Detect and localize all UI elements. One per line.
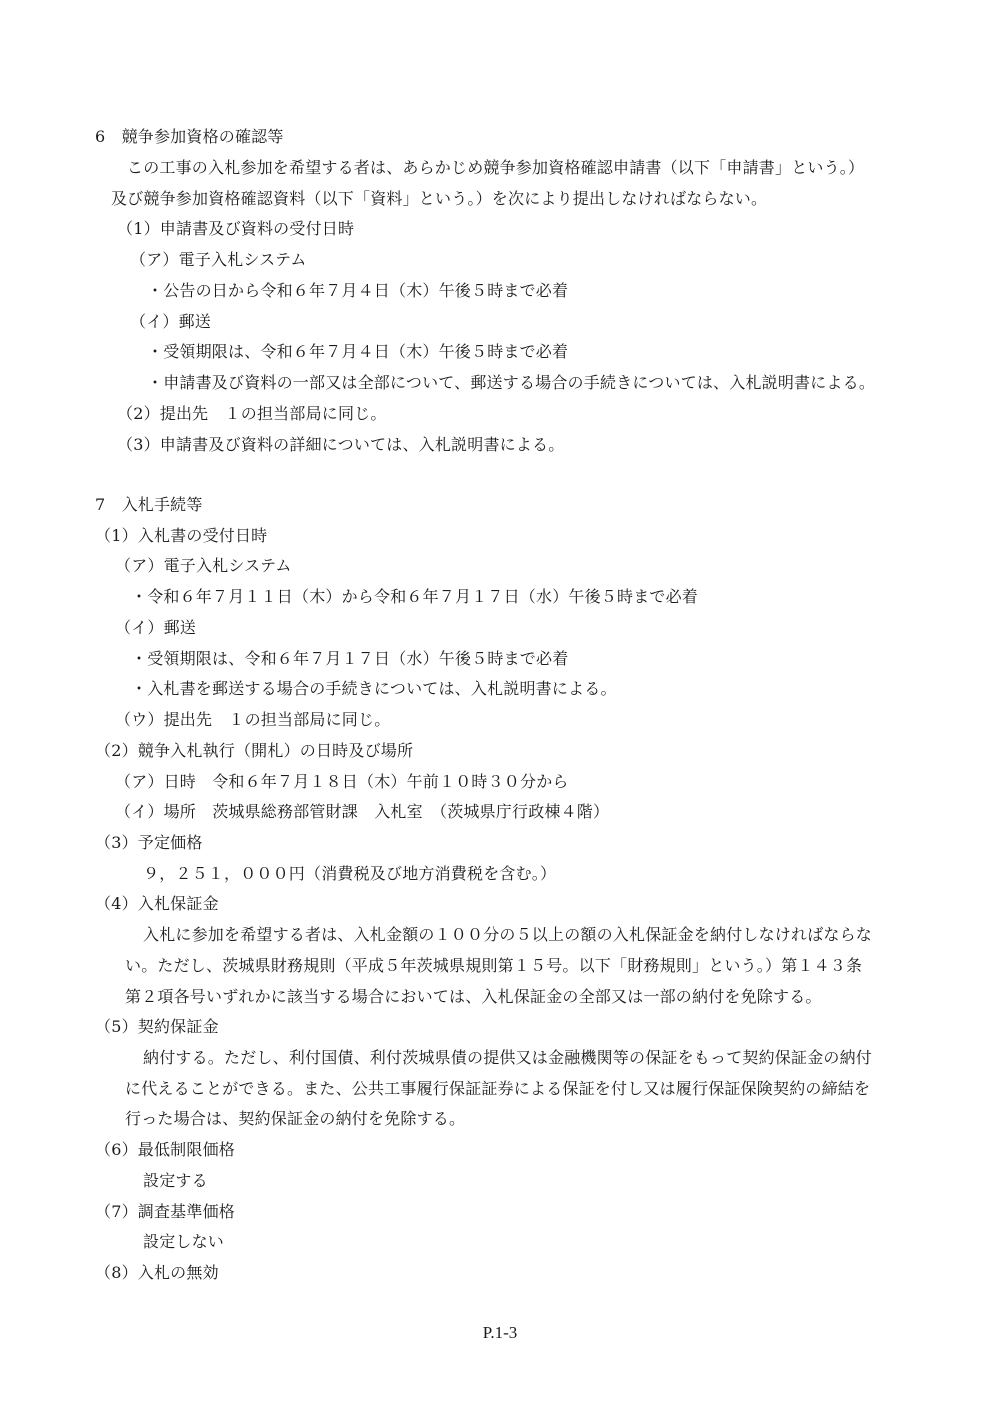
page-number: P.1-3	[482, 1323, 518, 1342]
section-7-item-2-a: （ア）日時 令和６年７月１８日（木）午前１０時３０分から	[115, 772, 569, 791]
section-7-item-1-b-bullet-2: ・入札書を郵送する場合の手続きについては、入札説明書による。	[131, 679, 617, 698]
section-6-item-1-a-bullet: ・公告の日から令和６年７月４日（木）午後５時まで必着	[147, 281, 569, 300]
section-7-item-5-text-3: 行った場合は、契約保証金の納付を免除する。	[125, 1109, 466, 1128]
section-7-item-1-a-bullet: ・令和６年７月１１日（木）から令和６年７月１７日（水）午後５時まで必着	[131, 587, 699, 606]
section-7-item-2-b: （イ）場所 茨城県総務部管財課 入札室 （茨城県庁行政棟４階）	[115, 802, 610, 821]
section-6-heading: 6 競争参加資格の確認等	[95, 127, 284, 146]
section-7-item-6-value: 設定する	[143, 1171, 208, 1190]
section-7-item-4-text-2: い。ただし、茨城県財務規則（平成５年茨城県規則第１５号。以下「財務規則」という。）第１４３条	[125, 956, 863, 975]
section-6-item-1: （1）申請書及び資料の受付日時	[117, 219, 355, 238]
section-7-item-3: （3）予定価格	[95, 833, 203, 852]
section-7-item-8: （8）入札の無効	[95, 1263, 219, 1282]
section-7-heading: 7 入札手続等	[95, 495, 203, 514]
section-7-item-1-b: （イ）郵送	[115, 618, 197, 637]
section-7-item-4: （4）入札保証金	[95, 894, 219, 913]
section-6-intro-line-1: この工事の入札参加を希望する者は、あらかじめ競争参加資格確認申請書（以下「申請書」という。）	[127, 158, 865, 177]
section-7-item-1-c: （ウ）提出先 １の担当部局に同じ。	[115, 710, 391, 729]
section-6-item-1-a: （ア）電子入札システム	[130, 250, 307, 269]
section-7-item-3-value: ９，２５１，０００円（消費税及び地方消費税を含む。）	[143, 864, 557, 883]
section-6-intro-line-2: 及び競争参加資格確認資料（以下「資料」という。）を次により提出しなければならない。	[111, 189, 768, 208]
section-7-item-5-text-2: に代えることができる。また、公共工事履行保証証券による保証を付し又は履行保証保険契約の締結を	[125, 1079, 871, 1098]
section-7-item-7-value: 設定しない	[143, 1232, 225, 1251]
section-7-item-4-text-1: 入札に参加を希望する者は、入札金額の１００分の５以上の額の入札保証金を納付しなければならな	[143, 925, 873, 944]
section-7-item-2: （2）競争入札執行（開札）の日時及び場所	[95, 741, 414, 760]
section-7-item-6: （6）最低制限価格	[95, 1140, 235, 1159]
section-7-item-5: （5）契約保証金	[95, 1017, 219, 1036]
section-7-item-4-text-3: 第２項各号いずれかに該当する場合においては、入札保証金の全部又は一部の納付を免除する。	[125, 987, 822, 1006]
section-6-item-1-b-bullet-2: ・申請書及び資料の一部又は全部について、郵送する場合の手続きについては、入札説明書による。	[147, 373, 876, 392]
section-7-item-1: （1）入札書の受付日時	[95, 526, 268, 545]
section-7-item-1-b-bullet-1: ・受領期限は、令和６年７月１７日（水）午後５時まで必着	[131, 649, 569, 668]
section-6-item-1-b: （イ）郵送	[130, 312, 212, 331]
section-6-item-2: （2）提出先 １の担当部局に同じ。	[117, 404, 387, 423]
section-7-item-1-a: （ア）電子入札システム	[115, 556, 292, 575]
section-6-item-3: （3）申請書及び資料の詳細については、入札説明書による。	[117, 435, 565, 454]
section-6-item-1-b-bullet-1: ・受領期限は、令和６年７月４日（木）午後５時まで必着	[147, 342, 569, 361]
section-7-item-5-text-1: 納付する。ただし、利付国債、利付茨城県債の提供又は金融機関等の保証をもって契約保証金の納付	[143, 1048, 873, 1067]
section-7-item-7: （7）調査基準価格	[95, 1202, 235, 1221]
